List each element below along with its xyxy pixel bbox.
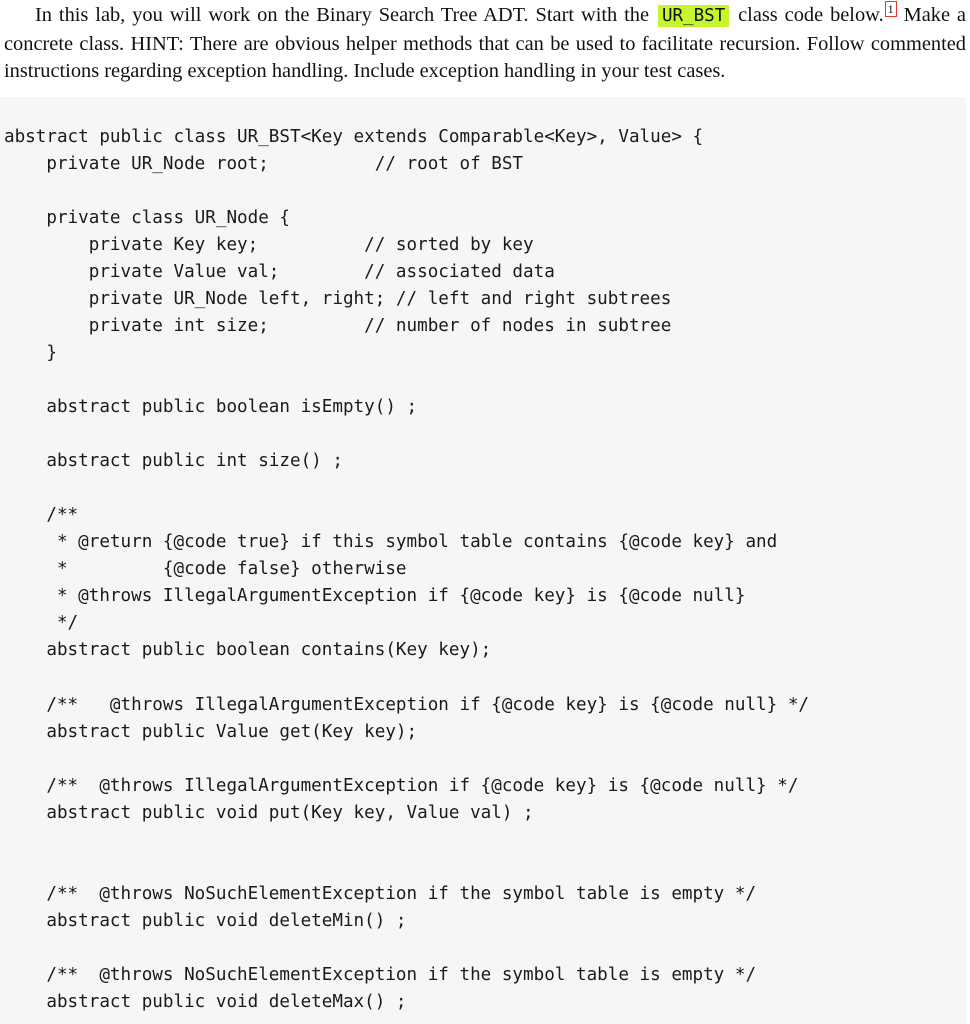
code-line: private UR_Node root; // root of BST	[4, 154, 524, 174]
code-line: * @return {@code true} if this symbol table contains {@code key} and	[4, 532, 778, 552]
code-line: abstract public Value get(Key key);	[4, 722, 418, 742]
code-line: private Key key; // sorted by key	[4, 235, 534, 255]
code-line: private UR_Node left, right; // left and right subtrees	[4, 289, 672, 309]
lab-instructions	[4, 2, 966, 86]
code-line: /** @throws NoSuchElementException if the symbol table is empty */	[4, 884, 757, 904]
code-line: abstract public class UR_BST<Key extends Comparable<Key>, Value> {	[4, 127, 704, 147]
highlighted-class-name: UR_BST	[658, 5, 729, 27]
code-line: */	[4, 613, 79, 633]
intro-text-start: In this lab, you will work on the Binary Search Tree ADT. Start with the	[35, 4, 650, 26]
code-line: * @throws IllegalArgumentException if {@code key} is {@code null}	[4, 586, 746, 606]
code-line: /** @throws IllegalArgumentException if {@code key} is {@code null} */	[4, 776, 799, 796]
code-line: private Value val; // associated data	[4, 262, 555, 282]
code-line: private int size; // number of nodes in subtree	[4, 316, 672, 336]
code-line: }	[4, 343, 57, 363]
code-line: /** @throws NoSuchElementException if the symbol table is empty */	[4, 965, 757, 985]
code-line: abstract public void deleteMax() ;	[4, 992, 407, 1012]
code-line: abstract public int size() ;	[4, 451, 343, 471]
footnote-link[interactable]: 1	[885, 1, 897, 17]
code-line: abstract public boolean contains(Key key);	[4, 640, 492, 660]
code-line: abstract public boolean isEmpty() ;	[4, 397, 418, 417]
code-line: /**	[4, 505, 79, 525]
code-line: * {@code false} otherwise	[4, 559, 407, 579]
intro-text-end: Make a concrete class. HINT: There are obvious helper methods that can be used to facilitate recursion. Follow commented instructions regarding exception handling. Include exception handling in your test cases.	[4, 4, 966, 82]
code-line: /** @throws IllegalArgumentException if {@code key} is {@code null} */	[4, 695, 810, 715]
code-line: abstract public void put(Key key, Value val) ;	[4, 803, 534, 823]
intro-text-mid: class code below.	[738, 4, 884, 26]
code-line: private class UR_Node {	[4, 208, 290, 228]
code-listing	[0, 97, 966, 1024]
code-line: abstract public void deleteMin() ;	[4, 911, 407, 931]
